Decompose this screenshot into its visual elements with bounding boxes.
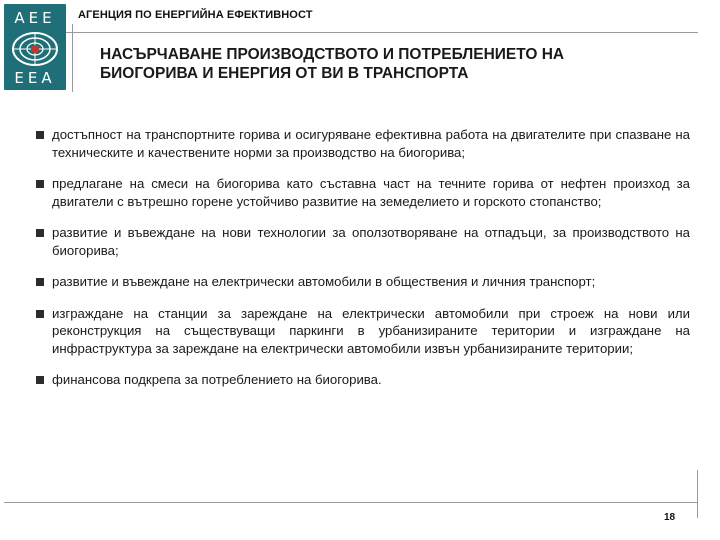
bullet-item <box>36 371 690 389</box>
bullet-square-icon <box>36 278 44 286</box>
bullet-text: предлагане на смеси на биогорива като съставна част на течните горива от нефтен произход за двигатели с вътрешно горене устойчиво развитие на земеделието и горското стопанство; <box>52 176 690 209</box>
footer-frame-right <box>697 470 698 518</box>
bullet-text: развитие и въвеждане на нови технологии за оползотворяване на отпадъци, за производството на биогорива; <box>52 225 690 258</box>
agency-name: АГЕНЦИЯ ПО ЕНЕРГИЙНА ЕФЕКТИВНОСТ <box>78 9 313 21</box>
bullet-square-icon <box>36 376 44 384</box>
bullet-text: развитие и въвеждане на електрически автомобили в обществения и личния транспорт; <box>52 274 596 289</box>
bullet-square-icon <box>36 229 44 237</box>
bullet-text: достъпност на транспортните горива и осигуряване ефективна работа на двигателите при спазване на техническите и качествените норми за производство на биогорива; <box>52 127 690 160</box>
slide-title-line2: БИОГОРИВА И ЕНЕРГИЯ ОТ ВИ В ТРАНСПОРТА <box>100 65 469 82</box>
bullet-item <box>36 175 690 210</box>
footer-divider <box>4 502 698 503</box>
bullet-list <box>36 126 690 403</box>
logo-emblem-icon <box>10 30 60 68</box>
slide-title <box>100 45 700 83</box>
bullet-square-icon <box>36 131 44 139</box>
agency-logo <box>4 4 66 90</box>
bullet-text: финансова подкрепа за потреблението на биогорива. <box>52 372 382 387</box>
bullet-item <box>36 126 690 161</box>
bullet-item <box>36 224 690 259</box>
header-divider <box>66 32 698 33</box>
slide-title-line1: НАСЪРЧАВАНЕ ПРОИЗВОДСТВОТО И ПОТРЕБЛЕНИЕТО НА <box>100 46 565 63</box>
logo-text-bottom: EEA <box>14 69 56 87</box>
bullet-square-icon <box>36 310 44 318</box>
bullet-item <box>36 273 690 291</box>
logo-text-top: AEE <box>14 9 56 27</box>
bullet-square-icon <box>36 180 44 188</box>
page-number: 18 <box>664 512 676 523</box>
bullet-text: изграждане на станции за зареждане на електрически автомобили при строеж на нови или реконструкция на съществуващи паркинги в урбанизираните територии и изграждане на инфраструктура за зареждане на електрически автомобили извън урбанизираните територии; <box>52 305 690 356</box>
bullet-item <box>36 305 690 358</box>
header-frame-left <box>72 24 73 92</box>
